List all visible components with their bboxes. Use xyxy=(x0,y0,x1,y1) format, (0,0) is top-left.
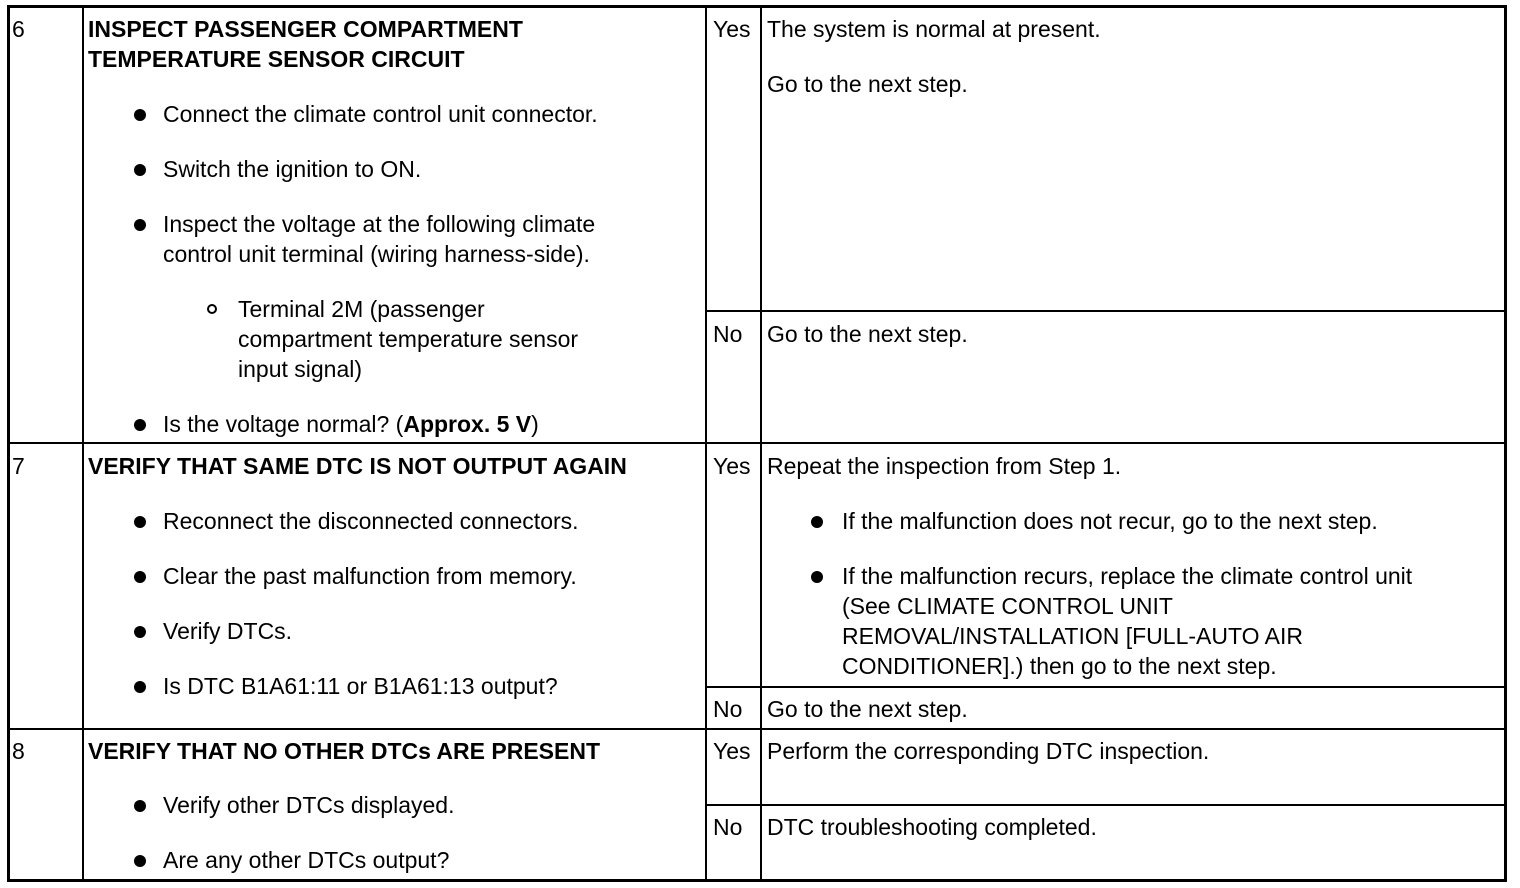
step-title: VERIFY THAT NO OTHER DTCs ARE PRESENT xyxy=(88,738,601,764)
instruction-item: Connect the climate control unit connector. xyxy=(163,101,598,127)
bullet-icon xyxy=(134,164,146,176)
step-number: 7 xyxy=(12,453,25,479)
yes-result: Go to the next step. xyxy=(767,71,968,97)
instruction-item: Verify DTCs. xyxy=(163,618,293,644)
yes-result-item: REMOVAL/INSTALLATION [FULL-AUTO AIR xyxy=(842,623,1303,649)
bullet-icon xyxy=(134,109,146,121)
step-title: VERIFY THAT SAME DTC IS NOT OUTPUT AGAIN xyxy=(88,453,627,479)
yes-label: Yes xyxy=(713,738,751,764)
yes-result-item: CONDITIONER].) then go to the next step. xyxy=(842,653,1277,679)
row-divider-6-7 xyxy=(7,442,1507,444)
yes-label: Yes xyxy=(713,16,751,42)
yes-result-item: If the malfunction recurs, replace the climate control unit xyxy=(842,563,1413,589)
no-label: No xyxy=(713,321,743,347)
yes-no-divider-7 xyxy=(705,686,1507,688)
instruction-item: Inspect the voltage at the following climate xyxy=(163,211,596,237)
no-result: DTC troubleshooting completed. xyxy=(767,814,1097,840)
instruction-item: Are any other DTCs output? xyxy=(163,847,450,873)
no-label: No xyxy=(713,696,743,722)
bullet-icon xyxy=(134,626,146,638)
bullet-icon xyxy=(811,571,823,583)
row-divider-7-8 xyxy=(7,728,1507,730)
instruction-item: control unit terminal (wiring harness-side). xyxy=(163,241,590,267)
bullet-icon xyxy=(134,681,146,693)
sub-instruction-item: compartment temperature sensor xyxy=(238,326,579,352)
bullet-icon xyxy=(134,571,146,583)
sub-instruction-item: Terminal 2M (passenger xyxy=(238,296,485,322)
instruction-item: Switch the ignition to ON. xyxy=(163,156,422,182)
yes-result: Repeat the inspection from Step 1. xyxy=(767,453,1122,479)
instruction-item: Is DTC B1A61:11 or B1A61:13 output? xyxy=(163,673,558,699)
sub-bullet-icon xyxy=(207,304,217,314)
no-result: Go to the next step. xyxy=(767,696,968,722)
bullet-icon xyxy=(134,219,146,231)
step-title: TEMPERATURE SENSOR CIRCUIT xyxy=(88,46,465,72)
no-result: Go to the next step. xyxy=(767,321,968,347)
instruction-item: Clear the past malfunction from memory. xyxy=(163,563,577,589)
yes-no-divider-8 xyxy=(705,804,1507,806)
instruction-item: Verify other DTCs displayed. xyxy=(163,792,455,818)
bullet-icon xyxy=(134,855,146,867)
bullet-icon xyxy=(811,516,823,528)
bullet-icon xyxy=(134,516,146,528)
yes-result-item: If the malfunction does not recur, go to the next step. xyxy=(842,508,1378,534)
sub-instruction-item: input signal) xyxy=(238,356,363,382)
question-spec: Approx. 5 V xyxy=(403,411,532,437)
step-number: 6 xyxy=(12,16,25,42)
no-label: No xyxy=(713,814,743,840)
yes-result: Perform the corresponding DTC inspection. xyxy=(767,738,1210,764)
question-text: Is the voltage normal? ( xyxy=(163,411,404,437)
step-title: INSPECT PASSENGER COMPARTMENT xyxy=(88,16,523,42)
step-number: 8 xyxy=(12,738,25,764)
yes-result-item: (See CLIMATE CONTROL UNIT xyxy=(842,593,1173,619)
yes-result: The system is normal at present. xyxy=(767,16,1101,42)
bullet-icon xyxy=(134,800,146,812)
yes-no-divider-6 xyxy=(705,310,1507,312)
bullet-icon xyxy=(134,419,146,431)
instruction-question xyxy=(163,409,539,439)
yes-label: Yes xyxy=(713,453,751,479)
question-text: ) xyxy=(531,411,539,437)
instruction-item: Reconnect the disconnected connectors. xyxy=(163,508,579,534)
